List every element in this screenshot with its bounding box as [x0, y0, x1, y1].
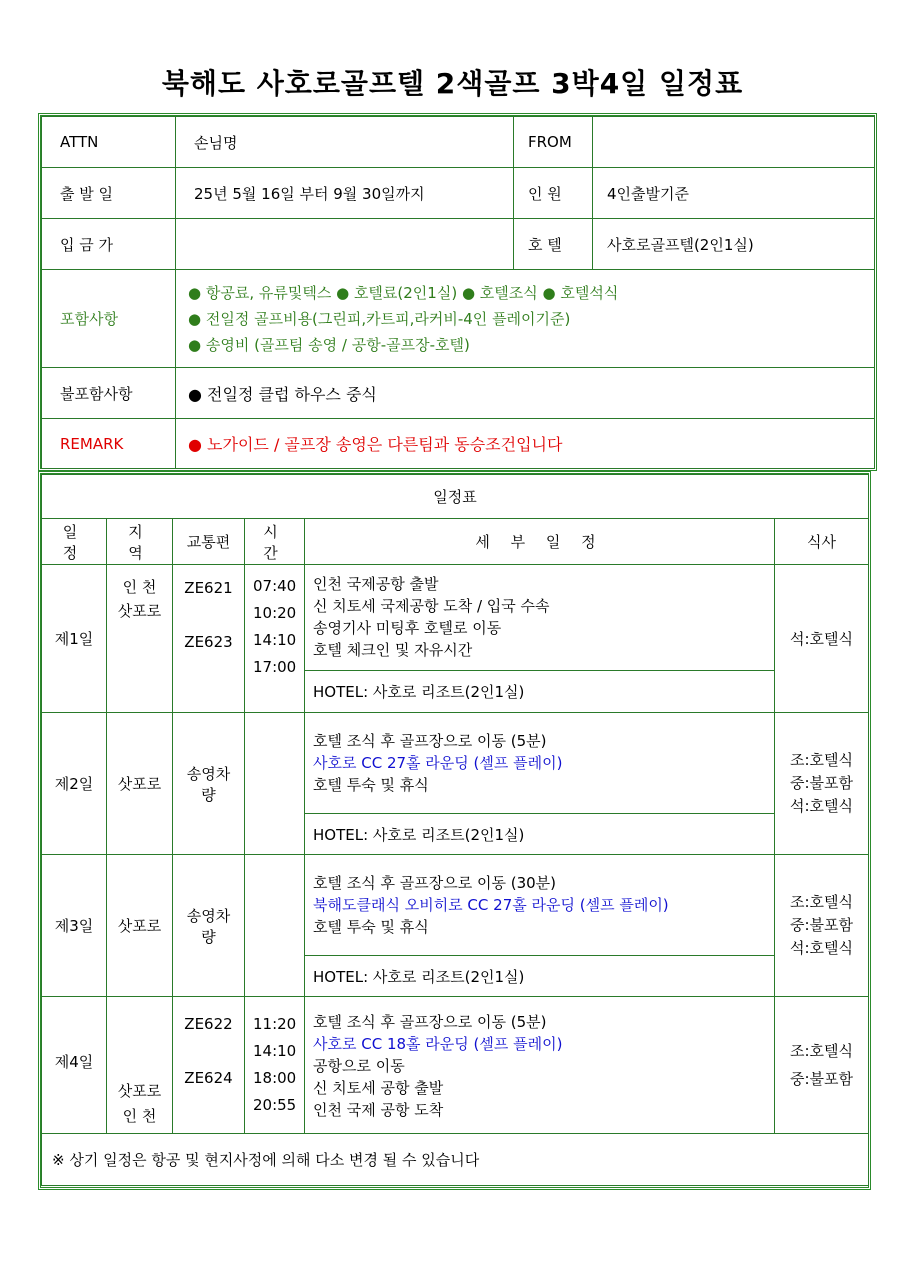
region-line: 삿포로 — [117, 1082, 162, 1100]
time-line: 14:10 — [253, 631, 297, 649]
detail-line: 인천 국제공항 출발 — [313, 575, 439, 593]
day-times — [245, 997, 305, 1134]
day-region — [107, 565, 173, 713]
depart-label: 출 발 일 — [42, 168, 176, 219]
meal-line: 조:호텔식 — [790, 893, 854, 911]
people-value: 4인출발기준 — [593, 168, 875, 219]
day-region: 삿포로 — [107, 855, 173, 997]
header-day: 일 정 — [42, 519, 107, 565]
header-region: 지 역 — [107, 519, 173, 565]
header-details: 세 부 일 정 — [305, 519, 775, 565]
remark-label: REMARK — [42, 419, 176, 469]
detail-line: 신 치토세 국제공항 도착 / 입국 수속 — [313, 597, 550, 615]
meal-line: 조:호텔식 — [790, 751, 854, 769]
day-hotel: HOTEL: 사호로 리조트(2인1실) — [305, 814, 775, 855]
detail-line: 사호로 CC 27홀 라운딩 (셀프 플레이) — [313, 754, 563, 772]
attn-value: 손님명 — [176, 117, 514, 168]
hotel-value: 사호로골프텔(2인1실) — [593, 219, 875, 270]
day-hotel: HOTEL: 사호로 리조트(2인1실) — [305, 956, 775, 997]
day-meals — [775, 855, 869, 997]
schedule-title: 일정표 — [42, 475, 869, 519]
day-label: 제4일 — [42, 997, 107, 1134]
included-label: 포함사항 — [42, 270, 176, 368]
time-line: 14:10 — [253, 1042, 297, 1060]
day-region: 삿포로 — [107, 713, 173, 855]
included-item: ● 전일정 골프비용(그린피,카트피,라커비-4인 플레이기준) — [188, 309, 571, 328]
time-line: 11:20 — [253, 1015, 297, 1033]
day-times — [245, 565, 305, 713]
region-line: 삿포로 — [117, 602, 162, 620]
day-transport: 송영차량 — [173, 713, 245, 855]
meal-line: 조:호텔식 — [790, 1042, 854, 1060]
header-time: 시 간 — [245, 519, 305, 565]
detail-line: 북해도클래식 오비히로 CC 27홀 라운딩 (셀프 플레이) — [313, 896, 669, 914]
meal-line: 석:호텔식 — [790, 630, 854, 648]
detail-line: 호텔 투숙 및 휴식 — [313, 918, 429, 936]
time-line: 18:00 — [253, 1069, 297, 1087]
included-item: ● 송영비 (골프팀 송영 / 공항-골프장-호텔) — [188, 335, 470, 354]
time-line: 20:55 — [253, 1096, 297, 1114]
included-item: ● 항공료, 유류및텍스 ● 호텔료(2인1실) ● 호텔조식 ● 호텔석식 — [188, 283, 619, 302]
from-label: FROM — [514, 117, 593, 168]
excluded-value: ● 전일정 클럽 하우스 중식 — [176, 368, 875, 419]
time-line: 17:00 — [253, 658, 297, 676]
excluded-label: 불포함사항 — [42, 368, 176, 419]
price-value — [176, 219, 514, 270]
detail-line: 호텔 조식 후 골프장으로 이동 (30분) — [313, 874, 557, 892]
attn-label: ATTN — [42, 117, 176, 168]
time-line: 07:40 — [253, 577, 297, 595]
detail-line: 사호로 CC 18홀 라운딩 (셀프 플레이) — [313, 1035, 563, 1053]
transport-line — [181, 1038, 236, 1065]
day-label: 제3일 — [42, 855, 107, 997]
transport-line: ZE621 — [184, 579, 233, 597]
detail-line: 인천 국제 공항 도착 — [313, 1101, 444, 1119]
detail-line: 송영기사 미팅후 호텔로 이동 — [313, 619, 502, 637]
detail-line: 호텔 조식 후 골프장으로 이동 (5분) — [313, 1013, 547, 1031]
day-meals — [775, 713, 869, 855]
meal-line: 중:불포함 — [790, 1070, 854, 1088]
meal-line: 중:불포함 — [790, 774, 854, 792]
day-meals — [775, 997, 869, 1134]
detail-line: 호텔 조식 후 골프장으로 이동 (5분) — [313, 732, 547, 750]
detail-line: 호텔 체크인 및 자유시간 — [313, 641, 473, 659]
detail-line: 공항으로 이동 — [313, 1057, 405, 1075]
day-hotel: HOTEL: 사호로 리조트(2인1실) — [305, 671, 775, 713]
day-label: 제1일 — [42, 565, 107, 713]
page-title: 북해도 사호로골프텔 2색골프 3박4일 일정표 — [161, 67, 744, 100]
day-meals — [775, 565, 869, 713]
detail-line: 신 치토세 공항 출발 — [313, 1079, 444, 1097]
included-list — [176, 270, 875, 368]
transport-line: ZE623 — [184, 633, 233, 651]
day-transport — [173, 565, 245, 713]
day-transport: 송영차량 — [173, 855, 245, 997]
meal-line: 석:호텔식 — [790, 939, 854, 957]
hotel-label: 호 텔 — [514, 219, 593, 270]
price-label: 입 금 가 — [42, 219, 176, 270]
day-details — [305, 855, 775, 956]
region-line: 인 천 — [122, 578, 157, 596]
transport-line: ZE624 — [184, 1069, 233, 1087]
header-transport: 교통편 — [173, 519, 245, 565]
region-line: 인 천 — [122, 1107, 157, 1125]
detail-line: 호텔 투숙 및 휴식 — [313, 776, 429, 794]
day-region — [107, 997, 173, 1134]
header-meals: 식사 — [775, 519, 869, 565]
day-label: 제2일 — [42, 713, 107, 855]
schedule-table — [41, 474, 869, 1186]
day-times — [245, 713, 305, 855]
day-transport — [173, 997, 245, 1134]
day-times — [245, 855, 305, 997]
meal-line: 중:불포함 — [790, 916, 854, 934]
day-details — [305, 565, 775, 671]
day-details — [305, 713, 775, 814]
meal-line: 석:호텔식 — [790, 797, 854, 815]
schedule-footnote: ※ 상기 일정은 항공 및 현지사정에 의해 다소 변경 될 수 있습니다 — [42, 1134, 869, 1186]
time-line: 10:20 — [253, 604, 297, 622]
day-details — [305, 997, 775, 1134]
transport-line: ZE622 — [184, 1015, 233, 1033]
remark-value: ● 노가이드 / 골프장 송영은 다른팀과 동승조건입니다 — [176, 419, 875, 469]
transport-line — [181, 602, 236, 629]
people-label: 인 원 — [514, 168, 593, 219]
depart-value: 25년 5월 16일 부터 9월 30일까지 — [176, 168, 514, 219]
info-table — [41, 116, 875, 469]
from-value — [593, 117, 875, 168]
